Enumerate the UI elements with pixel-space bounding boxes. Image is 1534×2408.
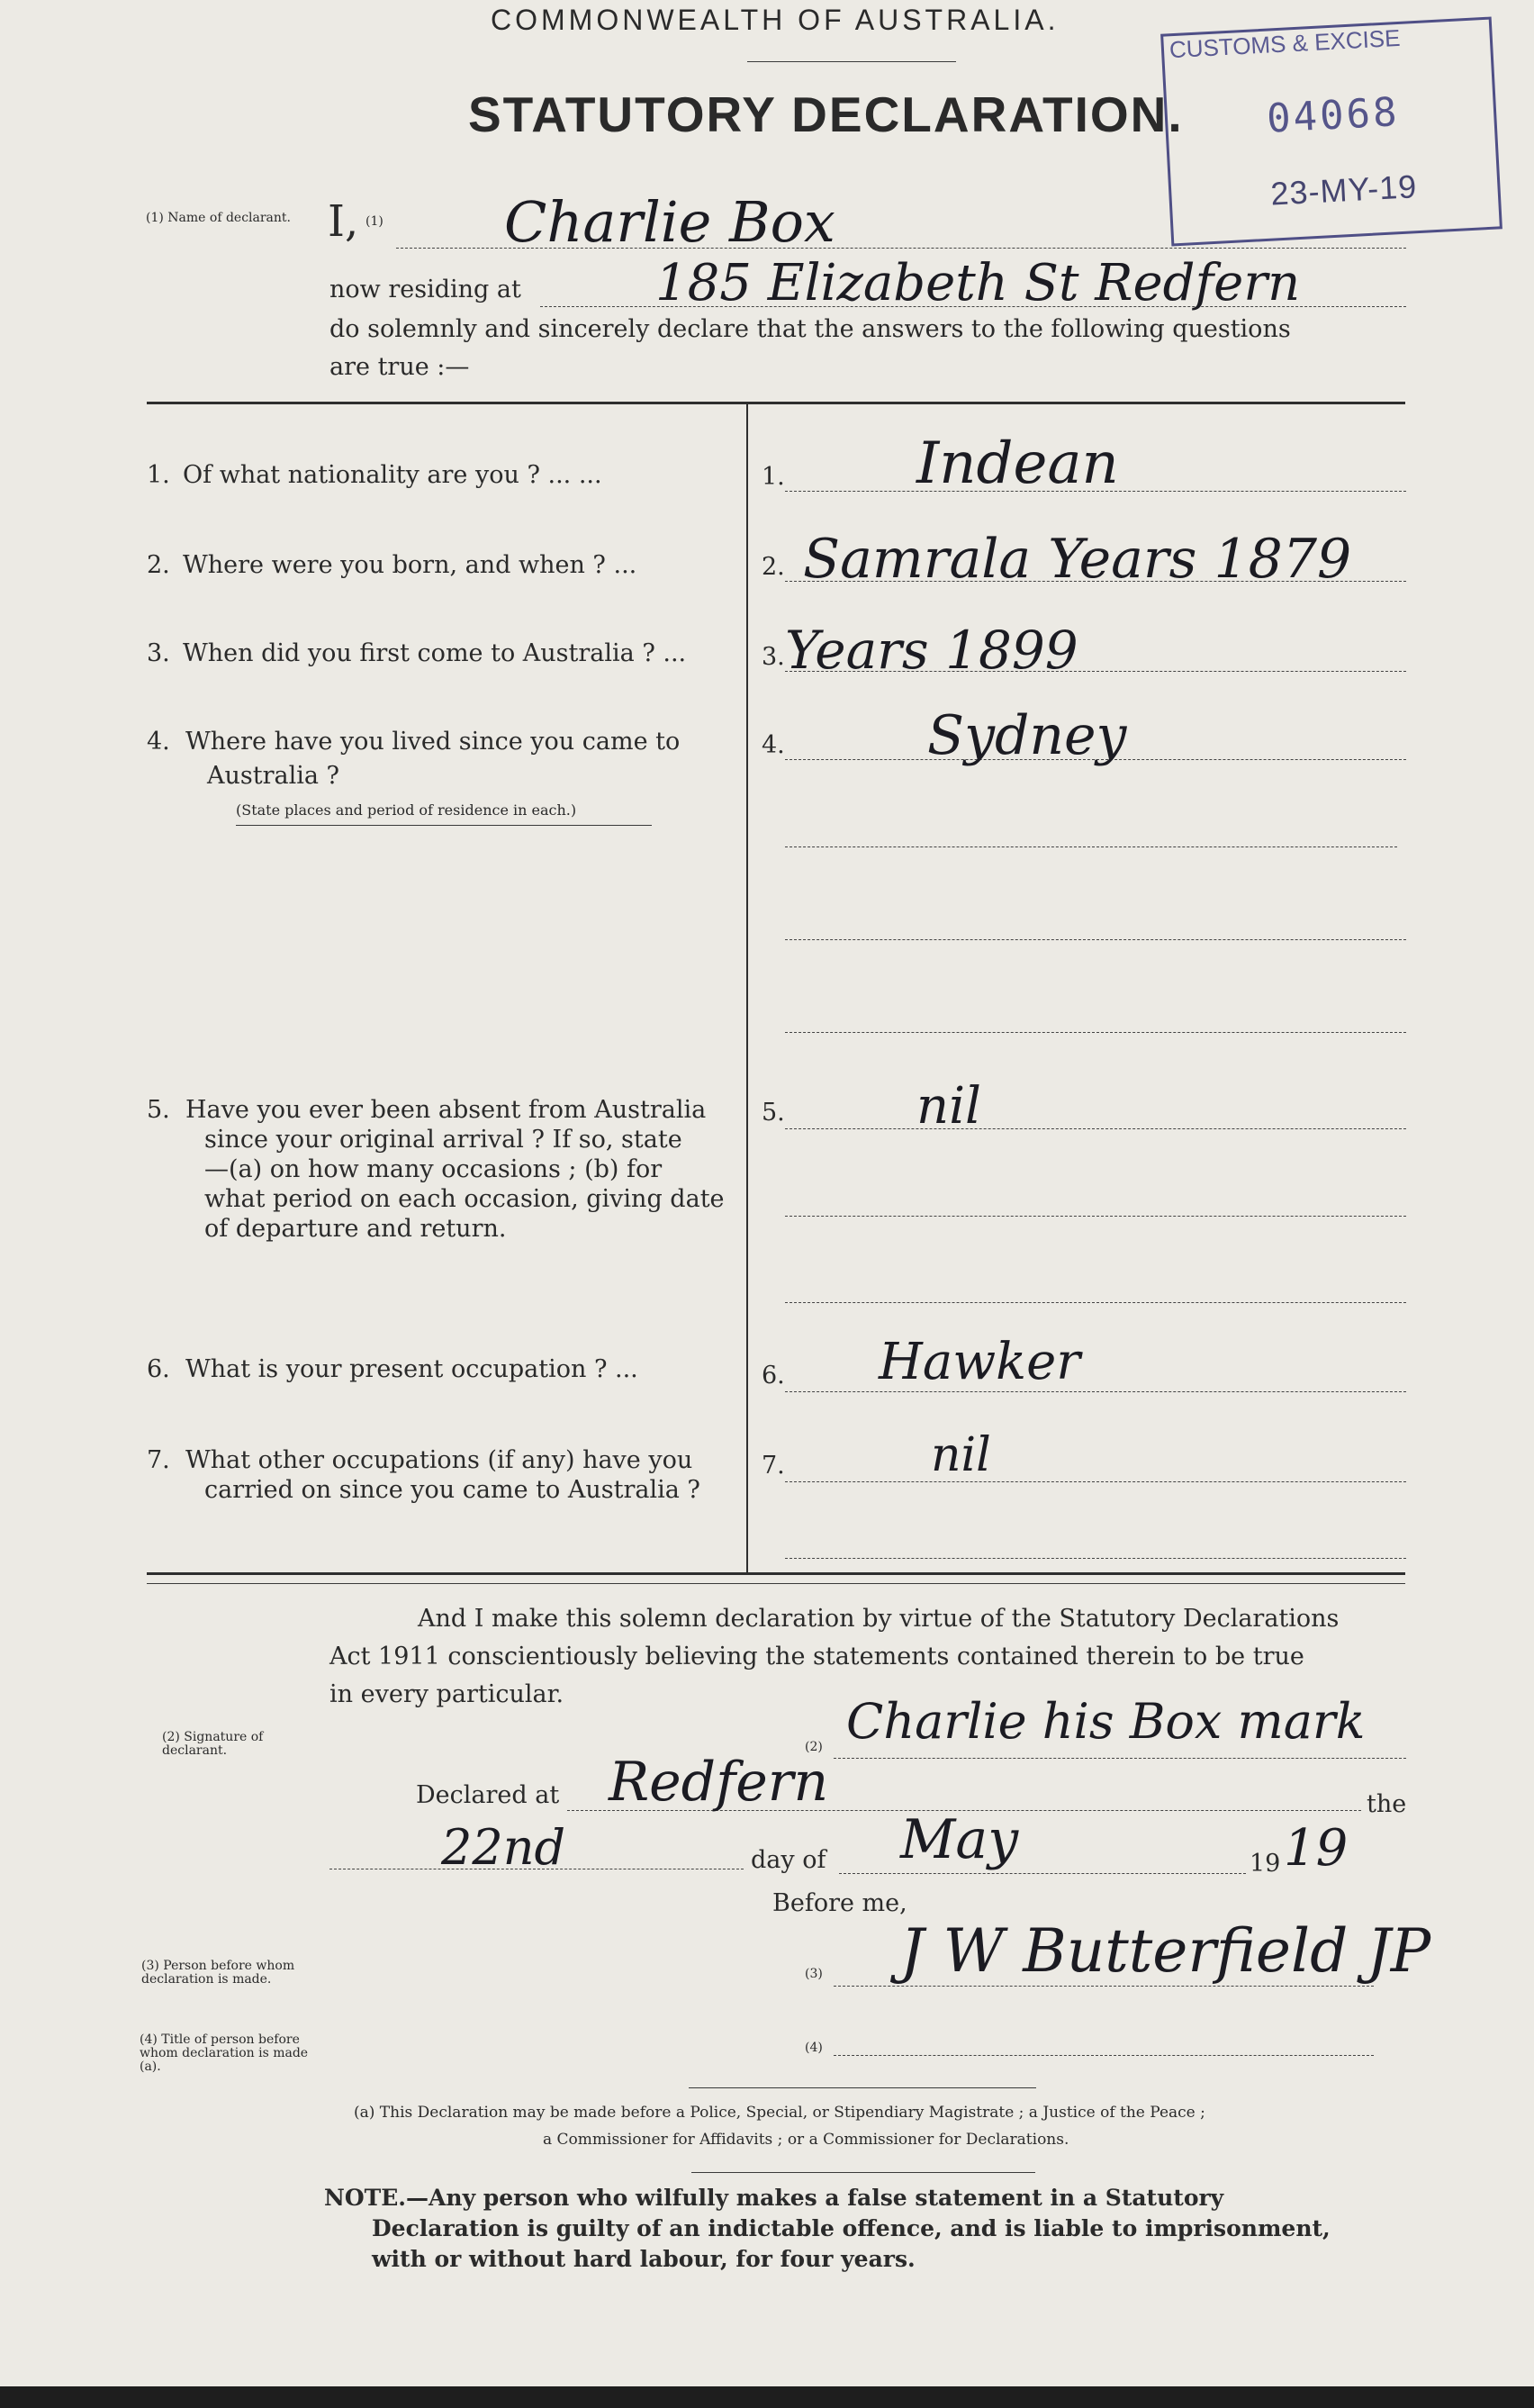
- table-bottom-rule: [147, 1572, 1405, 1575]
- answer-6-occupation: Hawker: [879, 1333, 1080, 1391]
- person-line: [834, 1986, 1374, 1987]
- question-4-number: 4.: [147, 728, 170, 756]
- answer-5-absence: nil: [916, 1077, 981, 1136]
- person-marker: (3): [805, 1967, 823, 1981]
- country-heading: COMMONWEALTH OF AUSTRALIA.: [491, 4, 1060, 36]
- question-7-number: 7.: [147, 1446, 170, 1474]
- question-5-text-3: —(a) on how many occasions ; (b) for: [204, 1155, 663, 1183]
- answer-4-line-3: [785, 939, 1406, 940]
- answer-3-arrival: Years 1899: [785, 620, 1078, 681]
- answer-7-line: [785, 1481, 1406, 1482]
- residing-label: now residing at: [329, 276, 521, 303]
- table-bottom-rule-2: [147, 1583, 1405, 1584]
- signature-marker: (2): [805, 1740, 823, 1754]
- answer-1-number: 1.: [762, 463, 785, 491]
- question-5-text-2: since your original arrival ? If so, state: [204, 1126, 682, 1154]
- question-1-text: Of what nationality are you ? ... ...: [183, 461, 602, 489]
- note-text-2: Declaration is guilty of an indictable offence, and is liable to imprisonment,: [372, 2215, 1331, 2241]
- question-7-text-2: carried on since you came to Australia ?: [204, 1476, 700, 1504]
- table-top-rule: [147, 402, 1405, 404]
- note-text-3: with or without hard labour, for four years.: [372, 2246, 916, 2272]
- declarant-name: Charlie Box: [504, 189, 835, 255]
- declare-text-2: are true :—: [329, 353, 470, 381]
- footnote-text-2: a Commissioner for Affidavits ; or a Commissioner for Declarations.: [543, 2131, 1069, 2149]
- declare-text-1: do solemnly and sincerely declare that the answers to the following questions: [329, 315, 1291, 343]
- title-line: [834, 2055, 1374, 2056]
- question-4-note: (State places and period of residence in each.): [236, 801, 577, 819]
- answer-3-number: 3.: [762, 643, 785, 671]
- answer-5-line: [785, 1128, 1406, 1129]
- question-4-text-1: Where have you lived since you came to: [185, 728, 681, 756]
- footnote-rule: [689, 2087, 1036, 2088]
- customs-stamp: [1160, 17, 1502, 247]
- answer-6-number: 6.: [762, 1362, 785, 1390]
- stamp-office: CUSTOMS & EXCISE: [1169, 23, 1402, 64]
- answer-5-number: 5.: [762, 1099, 785, 1127]
- title-margin-note: (4) Title of person before whom declaration is made (a).: [140, 2032, 309, 2074]
- witness-signature: J W Butterfield JP: [900, 1916, 1431, 1986]
- question-4-text-2: Australia ?: [207, 762, 340, 790]
- day-of-label: day of: [751, 1846, 826, 1874]
- page-title: STATUTORY DECLARATION.: [468, 86, 1184, 142]
- declared-place: Redfern: [609, 1751, 829, 1814]
- declaration-text-1: And I make this solemn declaration by virtue of the Statutory Declarations: [418, 1605, 1340, 1633]
- footnote-text-1: (a) This Declaration may be made before a Police, Special, or Stipendiary Magistrate ; a Justice of the Peace ;: [354, 2104, 1205, 2122]
- before-me-label: Before me,: [772, 1889, 907, 1917]
- question-7-text-1: What other occupations (if any) have you: [185, 1446, 693, 1474]
- answer-4-number: 4.: [762, 731, 785, 759]
- answer-4-line-4: [785, 1032, 1406, 1033]
- declaration-text-2: Act 1911 conscientiously believing the statements contained therein to be true: [329, 1643, 1304, 1670]
- year-prefix: 19: [1250, 1850, 1281, 1878]
- answer-4-residence: Sydney: [927, 704, 1127, 767]
- declared-year: 19: [1284, 1819, 1349, 1878]
- stamp-date: 23-MY-19: [1269, 167, 1419, 213]
- declaration-text-3: in every particular.: [329, 1680, 564, 1708]
- question-1-number: 1.: [147, 461, 170, 489]
- question-5-text-1: Have you ever been absent from Australia: [185, 1096, 707, 1124]
- signature-margin-note: (2) Signature of declarant.: [162, 1730, 264, 1758]
- question-2-number: 2.: [147, 551, 170, 579]
- answer-4-line-2: [785, 846, 1397, 847]
- scan-bottom-edge: [0, 2386, 1534, 2408]
- question-5-text-5: of departure and return.: [204, 1215, 507, 1243]
- question-6-number: 6.: [147, 1355, 170, 1383]
- answer-7-other-occupations: nil: [931, 1428, 991, 1482]
- person-margin-note: (3) Person before whom declaration is made.: [141, 1959, 295, 1987]
- signature-line: [834, 1758, 1406, 1759]
- the-label: the: [1367, 1790, 1407, 1818]
- answer-6-line: [785, 1391, 1406, 1392]
- answer-5-line-2: [785, 1216, 1406, 1217]
- answer-2-number: 2.: [762, 553, 785, 581]
- answer-7-line-2: [785, 1558, 1406, 1559]
- table-divider: [746, 402, 748, 1572]
- i-label: I,: [328, 196, 359, 247]
- name-margin-note: (1) Name of declarant.: [146, 211, 291, 225]
- question-5-text-4: what period on each occasion, giving date: [204, 1185, 725, 1213]
- answer-7-number: 7.: [762, 1452, 785, 1480]
- question-2-text: Where were you born, and when ? ...: [183, 551, 637, 579]
- declared-at-label: Declared at: [416, 1781, 560, 1809]
- name-marker: (1): [365, 214, 384, 229]
- declarant-signature: Charlie his Box mark: [846, 1693, 1366, 1750]
- question-3-number: 3.: [147, 639, 170, 667]
- answer-5-line-3: [785, 1302, 1406, 1303]
- answer-2-birth: Samrala Years 1879: [803, 528, 1352, 591]
- question-4-note-underline: [236, 825, 652, 826]
- answer-1-nationality: Indean: [916, 430, 1119, 497]
- stamp-number: 04068: [1265, 89, 1401, 142]
- question-5-number: 5.: [147, 1096, 170, 1124]
- month-line: [839, 1873, 1246, 1874]
- header-rule: [747, 61, 956, 62]
- question-6-text: What is your present occupation ? ...: [185, 1355, 638, 1383]
- title-marker: (4): [805, 2041, 823, 2055]
- question-3-text: When did you first come to Australia ? ...: [183, 639, 687, 667]
- declared-month: May: [900, 1808, 1019, 1871]
- note-text-1: NOTE.—Any person who wilfully makes a false statement in a Statutory: [324, 2185, 1224, 2211]
- footnote-rule-2: [691, 2172, 1035, 2173]
- declarant-address: 185 Elizabeth St Redfern: [655, 254, 1301, 312]
- declared-day: 22nd: [441, 1819, 566, 1876]
